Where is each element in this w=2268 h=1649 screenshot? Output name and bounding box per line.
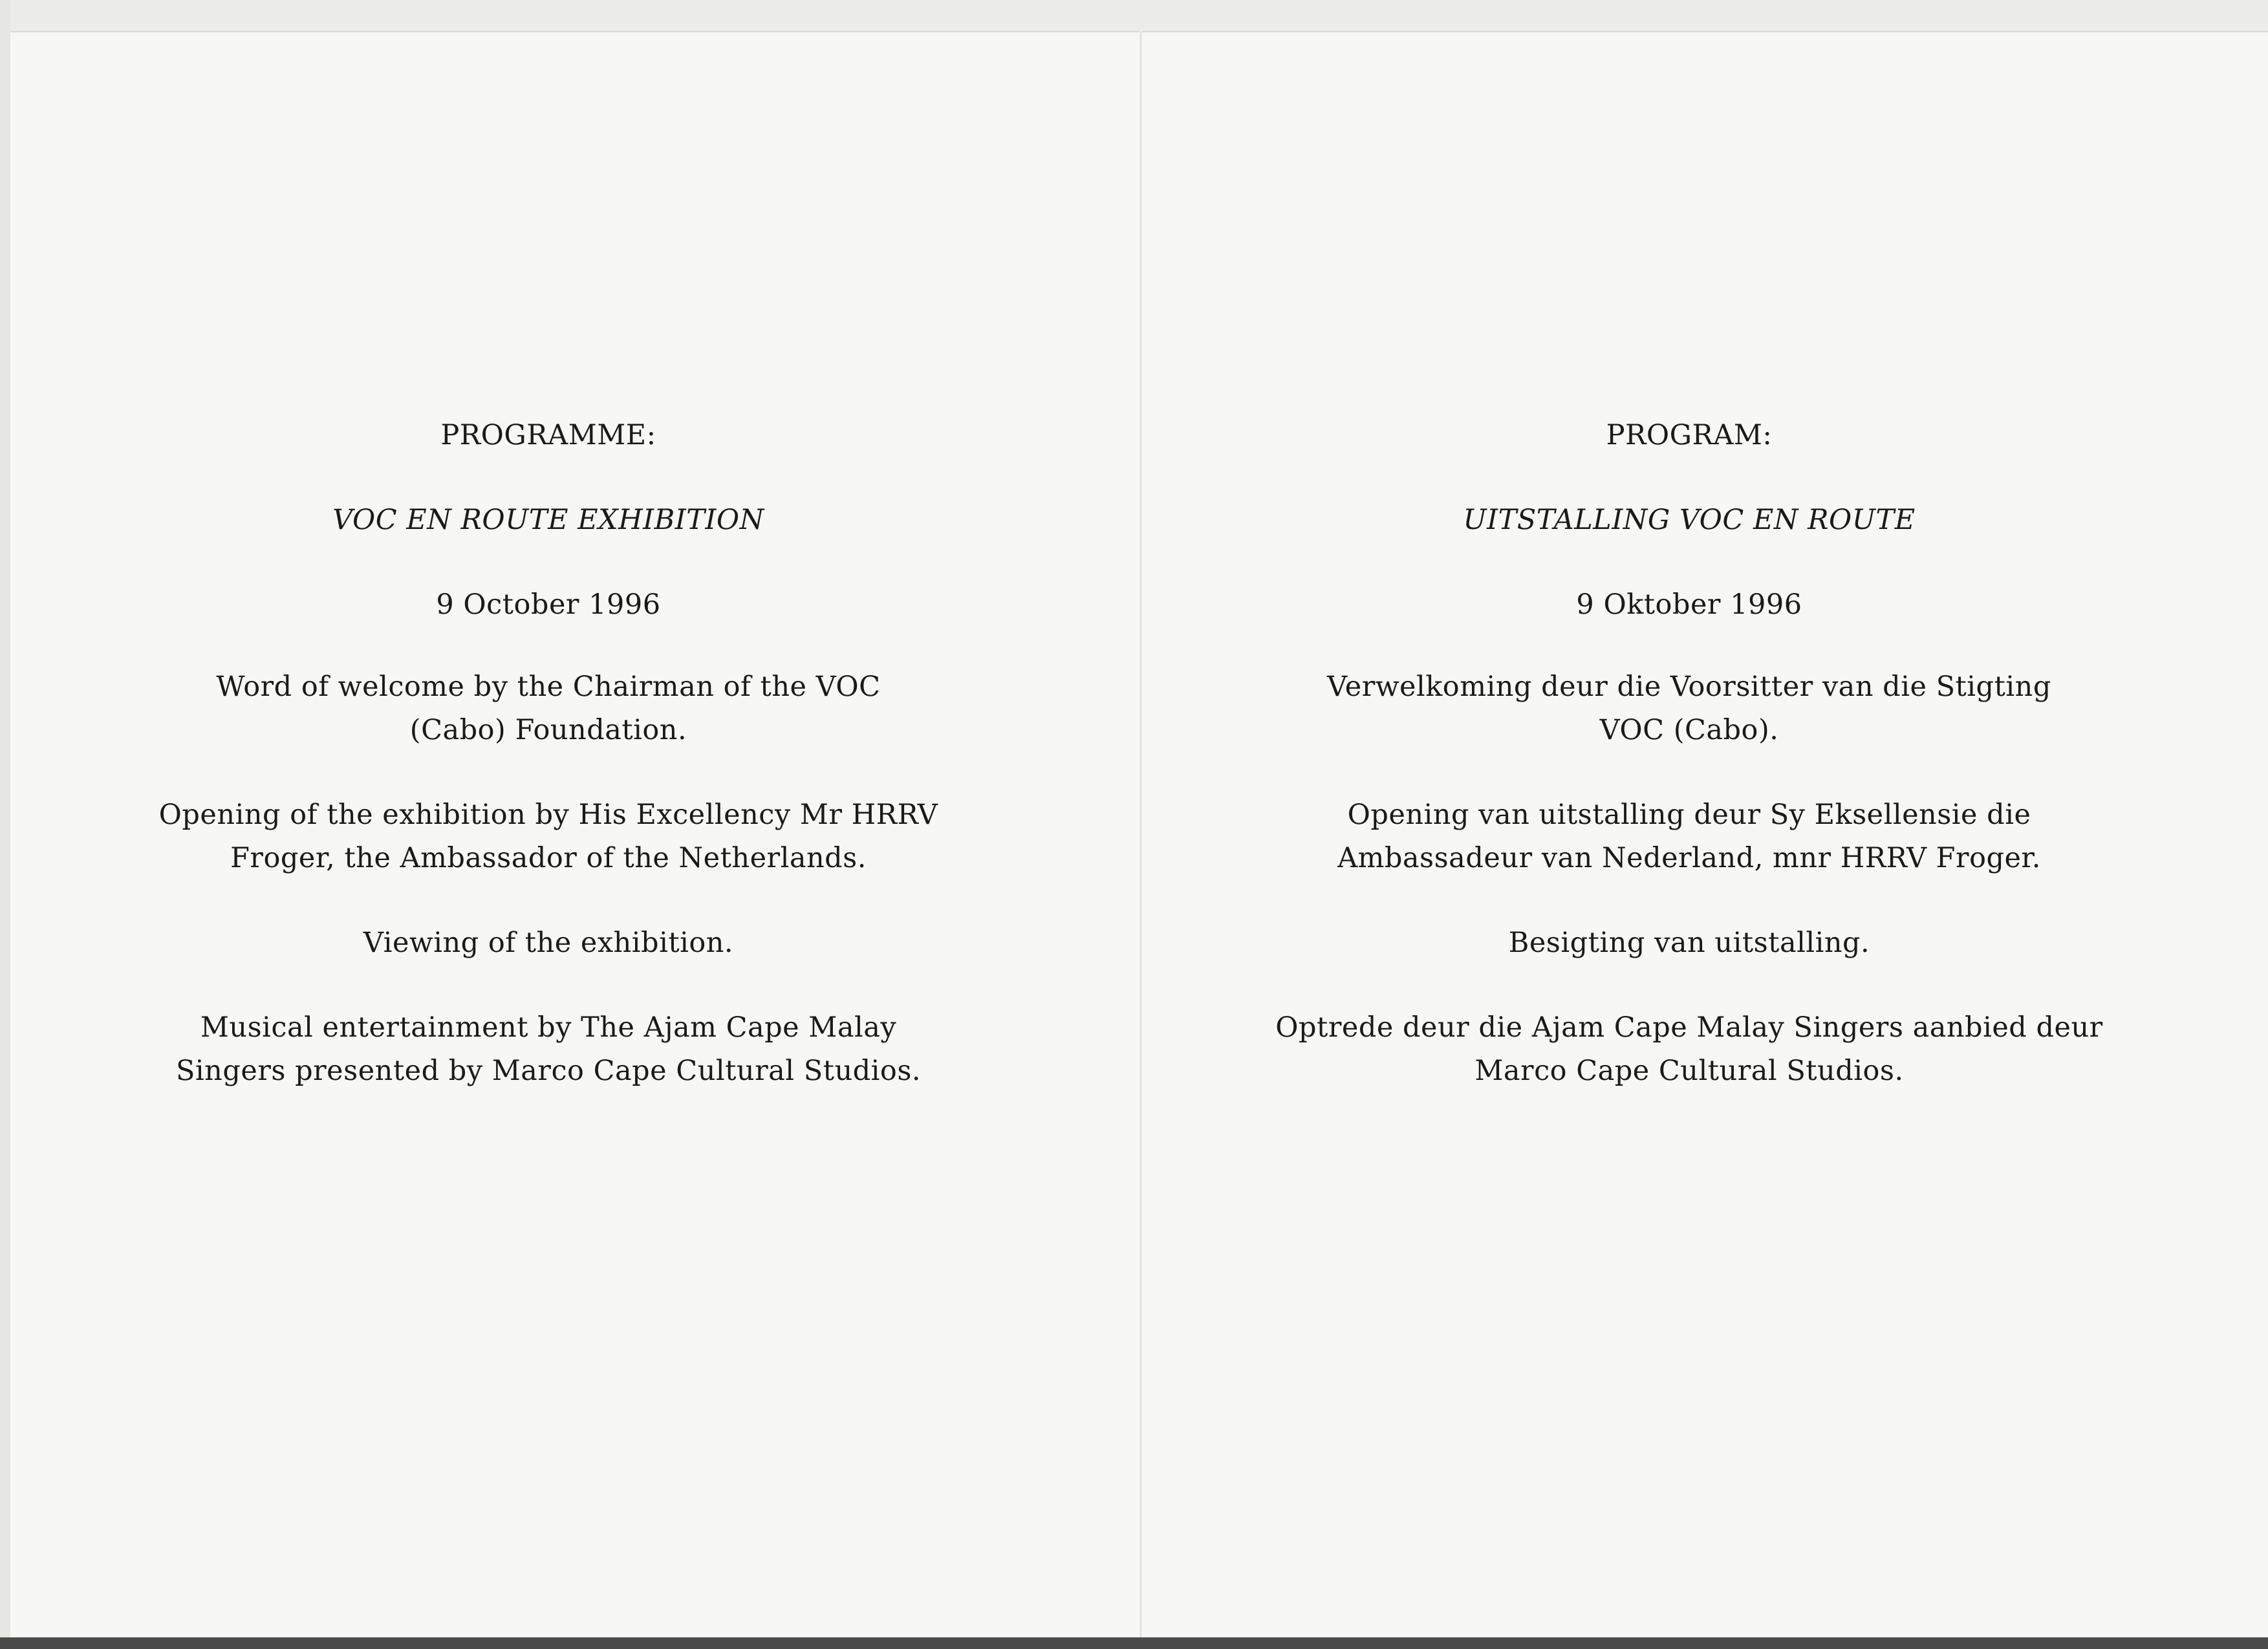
right-panel-afrikaans [1269, 414, 2110, 1134]
programme-item-viewing: Viewing of the exhibition. [363, 927, 734, 959]
event-date: 9 October 1996 [436, 588, 661, 621]
center-fold [1139, 31, 1142, 1637]
exhibition-name: VOC EN ROUTE EXHIBITION [332, 504, 764, 536]
programme-item-welcome: Word of welcome by the Chairman of the VOC (Cabo) Foundation. [216, 671, 881, 746]
left-panel-english [128, 414, 969, 1134]
scan-left-edge [0, 0, 10, 1649]
uitstalling-name: UITSTALLING VOC EN ROUTE [1463, 504, 1916, 536]
programme-title: PROGRAMME: [440, 419, 656, 451]
program-item-music: Optrede deur die Ajam Cape Malay Singers aanbied deur Marco Cape Cultural Studios. [1275, 1011, 2103, 1087]
programme-item-music: Musical entertainment by The Ajam Cape Malay Singers presented by Marco Cape Cultural Studios. [175, 1011, 922, 1087]
program-item-opening: Opening van uitstalling deur Sy Eksellensie die Ambassadeur van Nederland, mnr HRRV Froger. [1337, 799, 2041, 874]
program-title: PROGRAM: [1606, 419, 1773, 451]
programme-item-opening: Opening of the exhibition by His Excellency Mr HRRV Froger, the Ambassador of the Netherlands. [158, 799, 938, 874]
program-item-viewing: Besigting van uitstalling. [1508, 927, 1870, 959]
program-item-welcome: Verwelkoming deur die Voorsitter van die Stigting VOC (Cabo). [1327, 671, 2051, 746]
scan-bottom-edge [0, 1637, 2268, 1649]
event-date-afrikaans: 9 Oktober 1996 [1576, 588, 1802, 621]
scan-top-edge [0, 0, 2268, 32]
